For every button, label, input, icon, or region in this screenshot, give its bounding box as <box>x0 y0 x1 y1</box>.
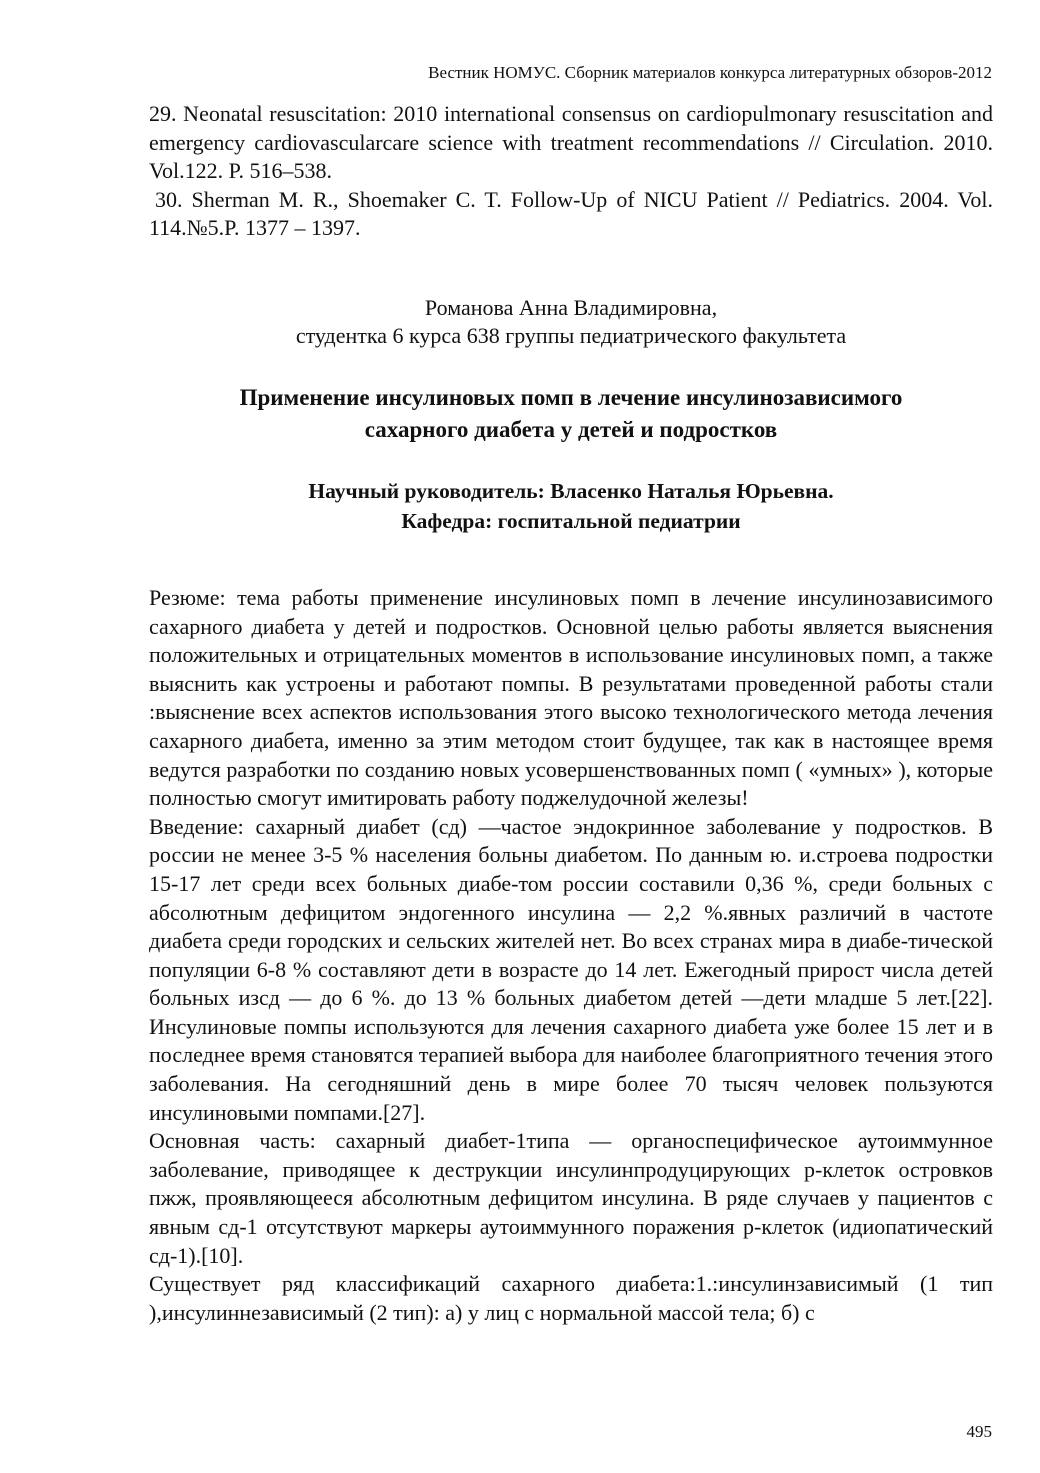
author-name: Романова Анна Владимировна, <box>424 294 718 320</box>
author-block <box>149 294 993 350</box>
introduction-paragraph: Введение: сахарный диабет (сд) —частое эндокринное заболевание у подростков. В россии не менее 3-5 % населения больны диабетом. По данным ю. и.строева подростки 15-17 лет среди всех больных диабе-том россии составили 0,36 %, среди больных с абсолютным дефицитом эндогенного инсулина — 2,2 %.явных различий в частоте диабета среди городских и сельских жителей нет. Во всех странах мира в диабе-тической популяции 6-8 % составляют дети в возрасте до 14 лет. Ежегодный прирост числа детей больных изсд — до 6 %. до 13 % больных диабетом детей —дети младше 5 лет.[22]. Инсулиновые помпы используются для лечения сахарного диабета уже более 15 лет и в последнее время становятся терапией выбора для наиболее благоприятного течения этого заболевания. На сегодняшний день в мире более 70 тысяч человек пользуются инсулиновыми помпами.[27]. <box>149 813 993 1125</box>
article-body <box>149 584 993 1327</box>
summary-paragraph: Резюме: тема работы применение инсулиновых помп в лечение инсулинозависимого сахарного диабета у детей и подростков. Основной целью работы является выяснения положительных и отрицательных моментов в использование инсулиновых помп, а также выяснить как устроены и работают помпы. В результатами проведенной работы стали :выяснение всех аспектов использования этого высоко технологического метода лечения сахарного диабета, именно за этим методом стоит будущее, так как в настоящее время ведутся разработки по созданию новых усовершенствованных помп ( «умных» ), которые полностью смогут имитировать работу поджелудочной железы! <box>149 584 993 811</box>
classification-paragraph: Существует ряд классификаций сахарного диабета:1.:инсулинзависимый (1 тип ),инсулиннезависимый (2 тип): а) у лиц с нормальной массой тела; б) с <box>149 1271 993 1325</box>
article-title <box>149 382 993 446</box>
reference-list <box>149 100 993 243</box>
department-name: Кафедра: госпитальной педиатрии <box>401 508 741 533</box>
running-header: Вестник НОМУС. Сборник материалов конкурса литературных обзоров-2012 <box>428 63 992 82</box>
reference-item: 30. Sherman M. R., Shoemaker C. T. Follow-Up of NICU Patient // Pediatrics. 2004. Vol. 114.№5.P. 1377 – 1397. <box>149 186 993 241</box>
article-title-line: сахарного диабета у детей и подростков <box>364 416 778 442</box>
page-content <box>149 100 993 1327</box>
reference-item: 29. Neonatal resuscitation: 2010 international consensus on cardiopulmonary resuscitation and emergency cardiovascularcare science with treatment recommendations // Circulation. 2010. Vol.122. P. 516–538. <box>149 101 993 184</box>
author-affiliation: студентка 6 курса 638 группы педиатрического факультета <box>295 322 847 348</box>
supervisor-block <box>149 476 993 536</box>
page-number: 495 <box>966 1422 992 1441</box>
article-title-line: Применение инсулиновых помп в лечение инсулинозависимого <box>239 384 903 410</box>
main-part-paragraph: Основная часть: сахарный диабет-1типа — органоспецифическое аутоиммунное заболевание, приводящее к деструкции инсулинпродуцирующих р-клеток островков пжж, проявляющееся абсолютным дефицитом инсулина. В ряде случаев у пациентов с явным сд-1 отсутствуют маркеры аутоиммунного поражения р-клеток (идиопатический сд-1).[10]. <box>149 1128 993 1268</box>
supervisor-name: Научный руководитель: Власенко Наталья Юрьевна. <box>308 478 834 503</box>
